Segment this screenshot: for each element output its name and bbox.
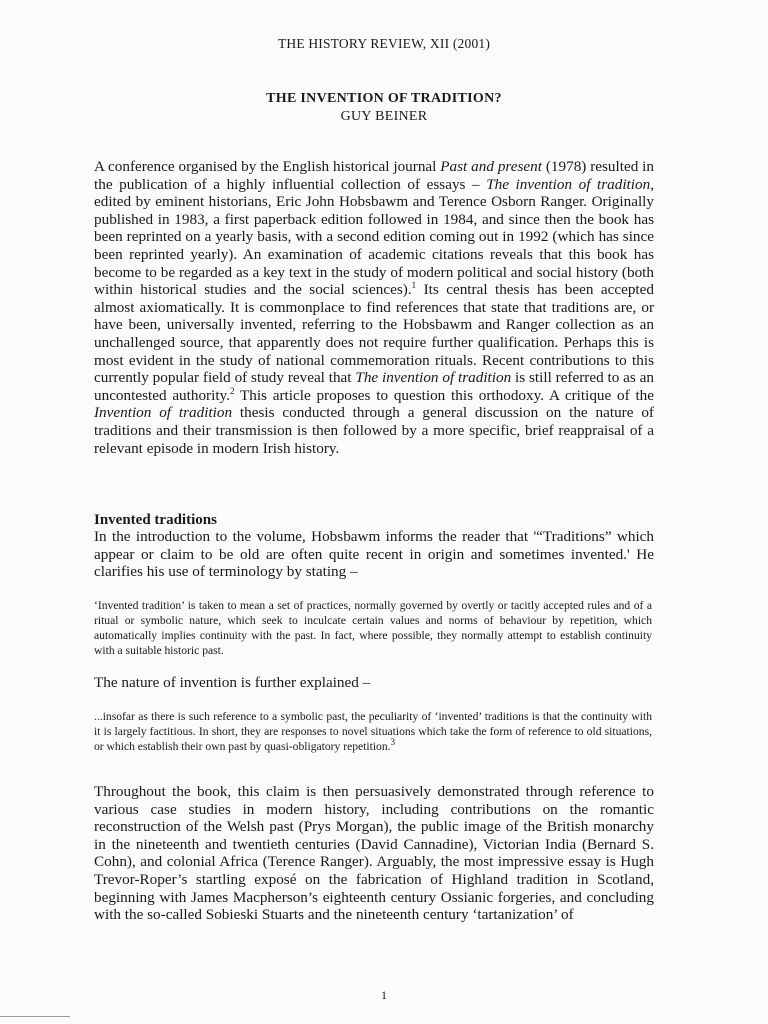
page-number: 1 bbox=[381, 988, 387, 1002]
text-run: thesis conducted through a general discussion on the nature of traditions and their transmission is then followed by a more specific, brief reappraisal of a relevant episode in modern Irish history. bbox=[94, 404, 654, 457]
block-quote bbox=[94, 709, 652, 754]
body-paragraph: In the introduction to the volume, Hobsbawm informs the reader that '“Traditions” which appear or claim to be old are often quite recent in origin and sometimes invented.' He clarifies his use of terminology by stating – bbox=[94, 528, 654, 581]
block-quote: ‘Invented tradition’ is taken to mean a set of practices, normally governed by overtly or tacitly accepted rules and of a ritual or symbolic nature, which seek to inculcate certain values and norms of behaviour by repetition, which automatically implies continuity with the past. In fact, where possible, they normally attempt to establish continuity with a suitable historic past. bbox=[94, 599, 652, 657]
body-paragraph: The nature of invention is further explained – bbox=[94, 674, 371, 691]
body-paragraph: Throughout the book, this claim is then persuasively demonstrated through reference to various case studies in modern history, including contributions on the romantic reconstruction of the Welsh past (Prys Morgan), the public image of the British monarchy in the nineteenth and twentieth centuries (David Cannadine), Victorian India (Bernard S. Cohn), and colonial Africa (Terence Ranger). Arguably, the most impressive essay is Hugh Trevor-Roper’s startling exposé on the fabrication of Highland tradition in Scotland, beginning with James Macpherson’s eighteenth century Ossianic forgeries, and concluding with the so-called Sobieski Stuarts and the nineteenth century ‘tartanization’ of bbox=[94, 783, 654, 924]
footnote-marker-3: 3 bbox=[390, 737, 396, 748]
text-run: A conference organised by the English historical journal bbox=[94, 158, 441, 175]
article-title: THE INVENTION OF TRADITION? bbox=[266, 91, 502, 106]
text-run: This article proposes to question this orthodoxy. A critique of the bbox=[234, 386, 654, 404]
intro-paragraph bbox=[94, 158, 654, 457]
book-title: The invention of tradition bbox=[355, 369, 512, 387]
text-run: , edited by eminent historians, Eric John Hobsbawm and Terence Osborn Ranger. Originally published in 1983, a first paperback edition followed in 1984, and since then the book has been reprinted on a yearly basis, with a second edition coming out in 1992 (which has since been reprinted yearly). An examination of academic citations reveals that this book has become to be regarded as a key text in the study of modern political and social history (both within historical studies and the social sciences). bbox=[94, 175, 654, 299]
footnote-marker-1: 1 bbox=[411, 280, 417, 291]
quote-text: ...insofar as there is such reference to a symbolic past, the peculiarity of ‘invented’ traditions is that the continuity with it is largely factitious. In short, they are responses to novel situations which take the form of reference to old situations, or which establish their own past by quasi-obligatory repetition. bbox=[94, 710, 652, 753]
scan-artifact-line bbox=[0, 1016, 70, 1017]
section-heading: Invented traditions bbox=[94, 512, 217, 528]
article-author: GUY BEINER bbox=[340, 109, 428, 124]
text-run: is still referred to as an uncontested authority. bbox=[94, 369, 655, 404]
book-title: The invention of tradition bbox=[486, 175, 651, 193]
footnote-marker-2: 2 bbox=[229, 385, 235, 396]
journal-title: Past and present bbox=[440, 158, 542, 175]
running-head: THE HISTORY REVIEW, XII (2001) bbox=[277, 36, 491, 51]
text-run: Its central thesis has been accepted almost axiomatically. It is commonplace to find references that state that traditions are, or have been, universally invented, referring to the Hobsbawm and Ranger collection as an unchallenged source, that apparently does not require further qualification. Perhaps this is most evident in the study of national commemoration rituals. Recent contributions to this currently popular field of study reveal that bbox=[94, 281, 654, 387]
text-run: (1978) resulted in the publication of a highly influential collection of essays – bbox=[94, 158, 654, 193]
book-title: Invention of tradition bbox=[94, 404, 233, 422]
